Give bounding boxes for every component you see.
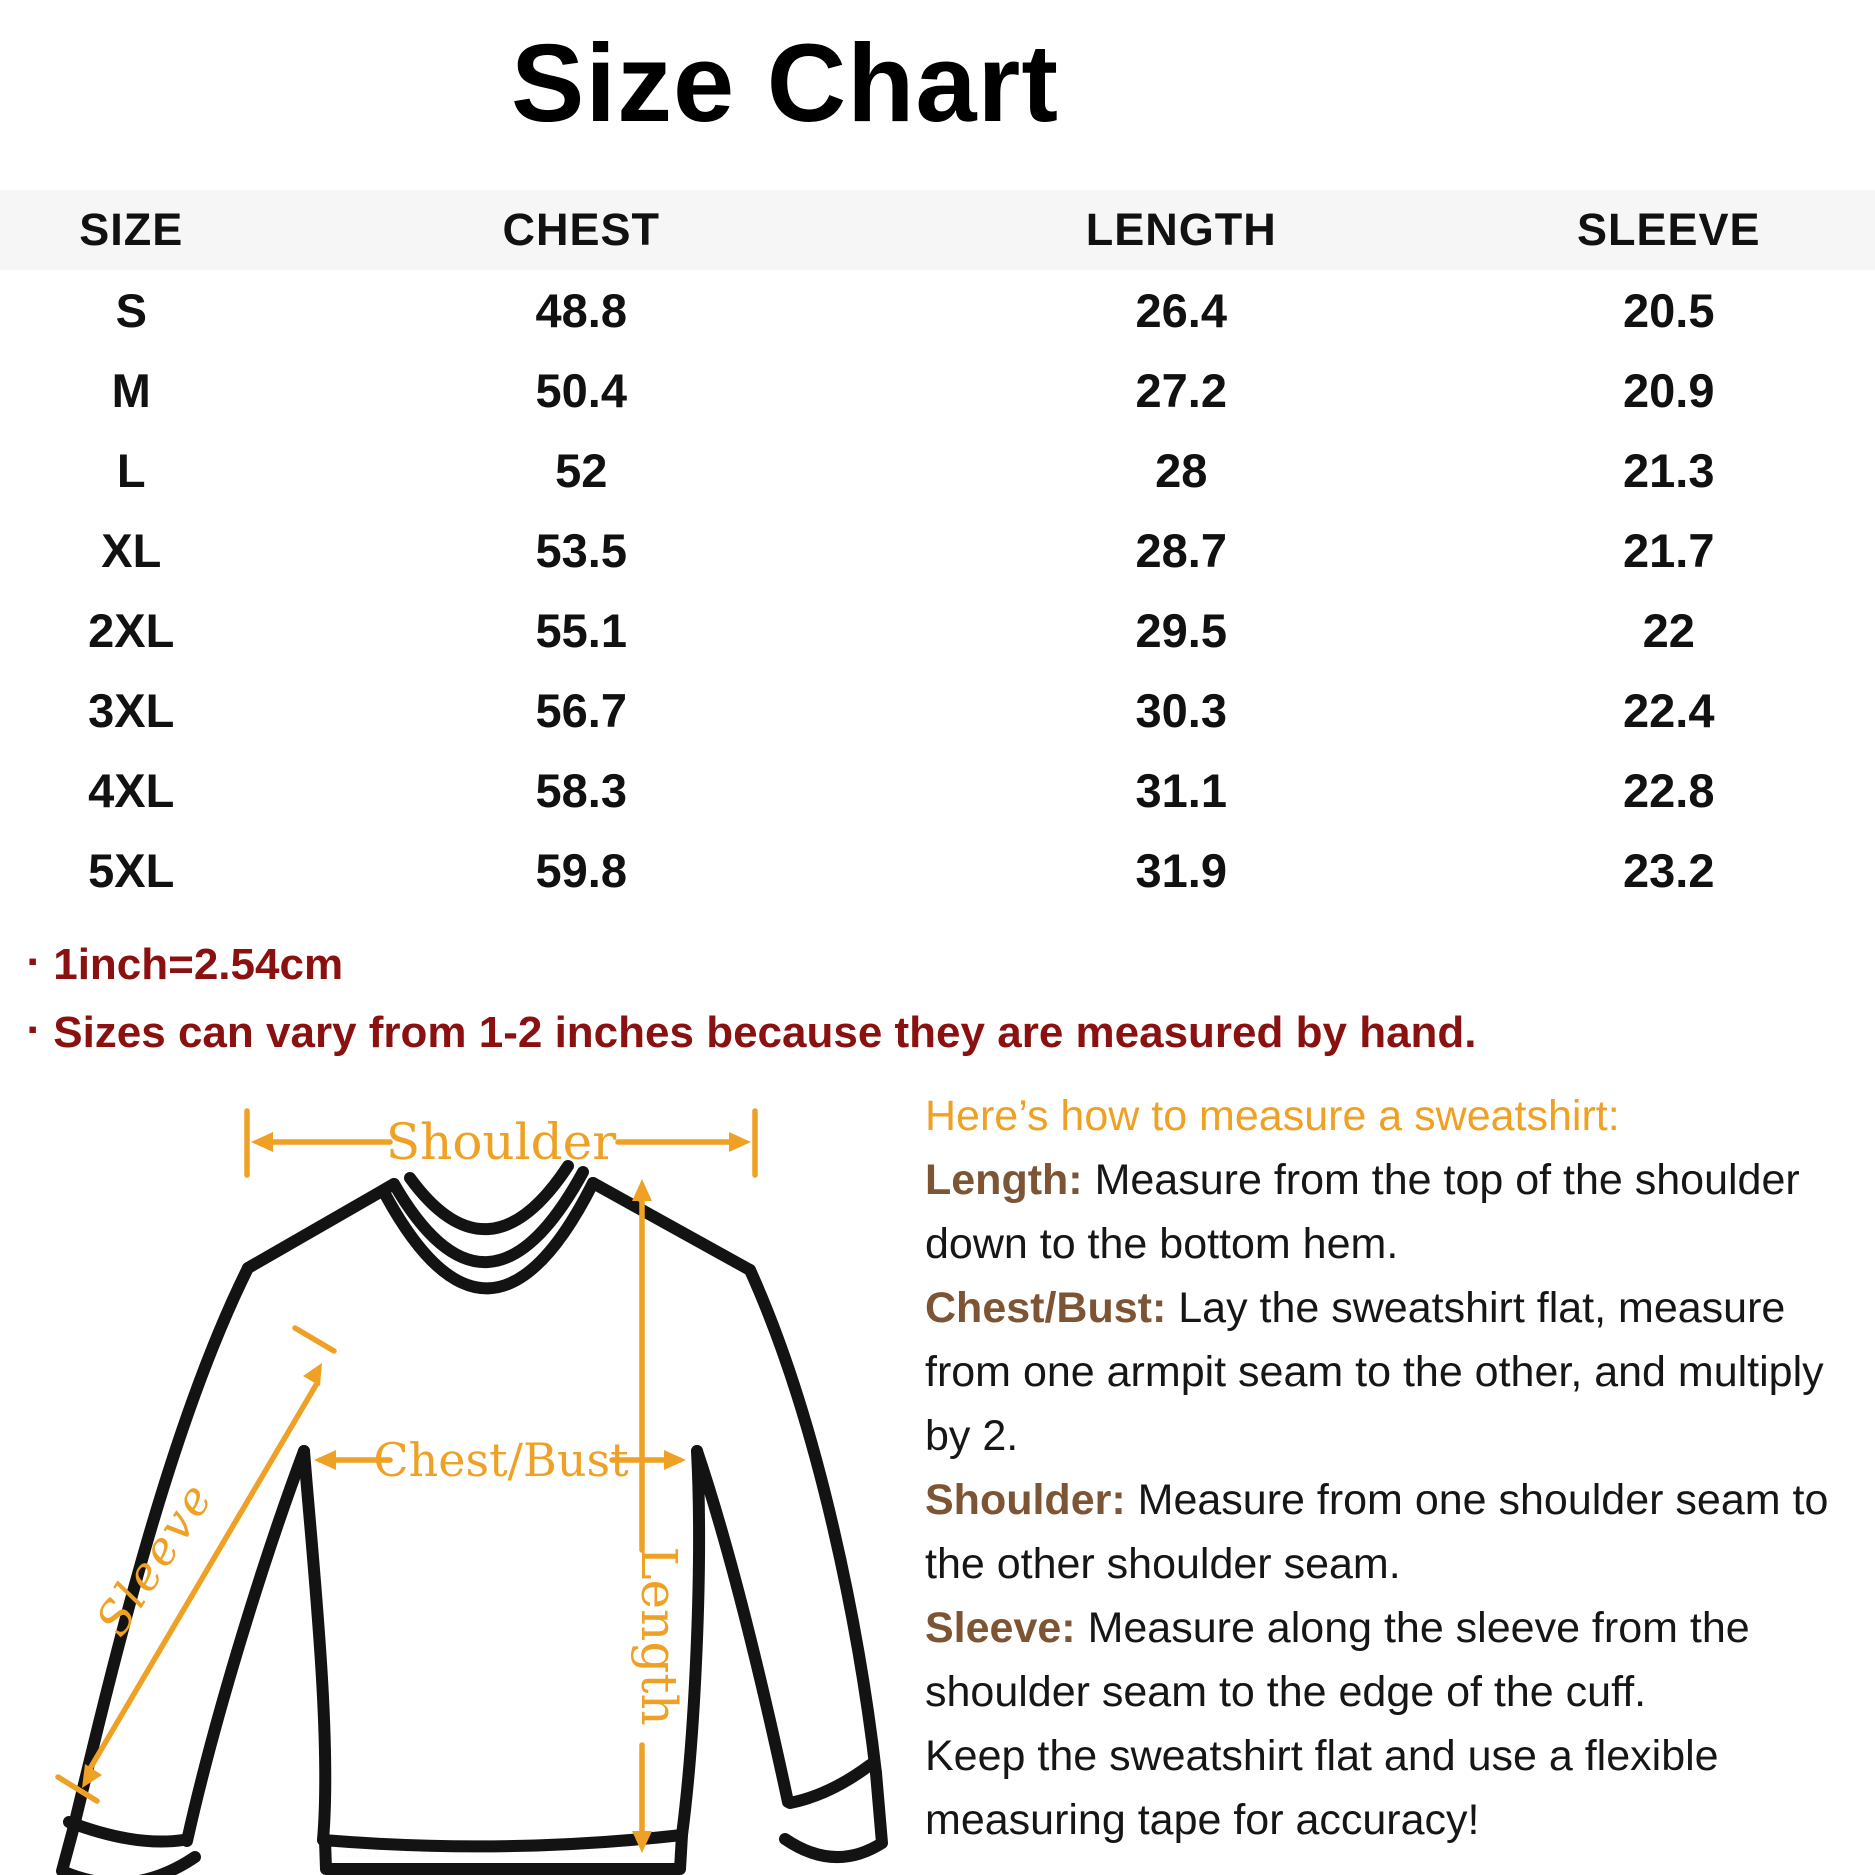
chest-cell: 50.4	[535, 363, 627, 417]
chest-cell: 59.8	[535, 843, 627, 897]
size-cell: 2XL	[88, 603, 175, 657]
sleeve-label: Sleeve	[85, 1471, 225, 1646]
chest-cell: 52	[555, 443, 608, 497]
sleeve-cell: 23.2	[1623, 843, 1715, 897]
length-arrow	[630, 1179, 688, 1853]
right-shoulder-seam	[593, 1183, 750, 1270]
instruction-shoulder	[925, 1468, 1875, 1596]
sleeve-cell: 22	[1642, 603, 1695, 657]
instruction-length-label: Length:	[925, 1156, 1083, 1204]
length-cell: 31.1	[1135, 763, 1227, 817]
shoulder-arrow	[247, 1111, 755, 1175]
left-shoulder-seam	[248, 1184, 394, 1268]
square-bullet-icon: ▪	[28, 946, 38, 976]
page-title: Size Chart	[511, 22, 1059, 145]
length-cell: 27.2	[1135, 363, 1227, 417]
table-header-row	[0, 190, 1875, 270]
table-row	[0, 750, 1875, 830]
chest-cell: 48.8	[535, 283, 627, 337]
length-cell: 26.4	[1135, 283, 1227, 337]
body-left-edge	[304, 1451, 325, 1840]
right-cuff	[785, 1765, 882, 1857]
sleeve-cell: 20.5	[1623, 283, 1715, 337]
table-row	[0, 510, 1875, 590]
chest-bust-label: Chest/Bust	[373, 1433, 629, 1487]
chest-cell: 53.5	[535, 523, 627, 577]
size-cell: 5XL	[88, 843, 175, 897]
instruction-chest	[925, 1276, 1875, 1468]
header-cell-chest: CHEST	[263, 190, 901, 270]
size-cell: 4XL	[88, 763, 175, 817]
size-cell: 3XL	[88, 683, 175, 737]
collar-inner-arc	[410, 1166, 568, 1229]
header-cell-size: SIZE	[0, 190, 263, 270]
header-cell-sleeve: SLEEVE	[1463, 190, 1875, 270]
size-cell: L	[116, 443, 146, 497]
sleeve-cell: 20.9	[1623, 363, 1715, 417]
length-cell: 31.9	[1135, 843, 1227, 897]
sleeve-cell: 22.8	[1623, 763, 1715, 817]
notes-block	[28, 940, 1477, 1076]
chest-cell: 56.7	[535, 683, 627, 737]
instruction-length-text: Measure from the top of the shoulder down to the bottom hem.	[925, 1156, 1800, 1268]
instruction-chest-label: Chest/Bust:	[925, 1284, 1167, 1332]
sleeve-cell: 21.3	[1623, 443, 1715, 497]
sleeve-cell: 21.7	[1623, 523, 1715, 577]
size-cell: XL	[101, 523, 162, 577]
sweatshirt-measurement-diagram	[20, 1095, 900, 1875]
note-size-variance: ▪ Sizes can vary from 1-2 inches because they are measured by hand.	[28, 1008, 1477, 1057]
table-row	[0, 830, 1875, 910]
table-row	[0, 430, 1875, 510]
shoulder-label: Shoulder	[385, 1113, 617, 1171]
table-row	[0, 670, 1875, 750]
length-cell: 30.3	[1135, 683, 1227, 737]
instruction-sleeve-text: Measure along the sleeve from the shoulder seam to the edge of the cuff.	[925, 1604, 1750, 1716]
instruction-length	[925, 1148, 1875, 1276]
size-table	[0, 190, 1875, 910]
size-cell: S	[115, 283, 147, 337]
header-cell-length: LENGTH	[900, 190, 1463, 270]
instruction-shoulder-label: Shoulder:	[925, 1476, 1126, 1524]
length-label: Length	[630, 1546, 688, 1726]
right-sleeve-inner	[697, 1451, 788, 1802]
instruction-sleeve-label: Sleeve:	[925, 1604, 1076, 1652]
chest-cell: 55.1	[535, 603, 627, 657]
length-cell: 28.7	[1135, 523, 1227, 577]
instruction-chest-text: Lay the sweatshirt flat, measure from one armpit seam to the other, and multiply by 2.	[925, 1284, 1824, 1460]
instruction-shoulder-text: Measure from one shoulder seam to the other shoulder seam.	[925, 1476, 1829, 1588]
instructions-heading: Here’s how to measure a sweatshirt:	[925, 1092, 1620, 1140]
note-inch-conversion: ▪ 1inch=2.54cm	[28, 940, 344, 989]
instruction-sleeve	[925, 1596, 1875, 1724]
size-cell: M	[111, 363, 151, 417]
hem-band	[323, 1835, 682, 1869]
table-row	[0, 350, 1875, 430]
length-cell: 29.5	[1135, 603, 1227, 657]
length-cell: 28	[1155, 443, 1208, 497]
left-cuff	[62, 1822, 195, 1875]
square-bullet-icon: ▪	[28, 1014, 38, 1044]
chest-bust-arrow	[314, 1433, 686, 1487]
table-row	[0, 270, 1875, 350]
table-row	[0, 590, 1875, 670]
sleeve-cell: 22.4	[1623, 683, 1715, 737]
instructions-footer: Keep the sweatshirt flat and use a flexible measuring tape for accuracy!	[925, 1732, 1719, 1844]
chest-cell: 58.3	[535, 763, 627, 817]
measuring-instructions	[925, 1084, 1875, 1852]
